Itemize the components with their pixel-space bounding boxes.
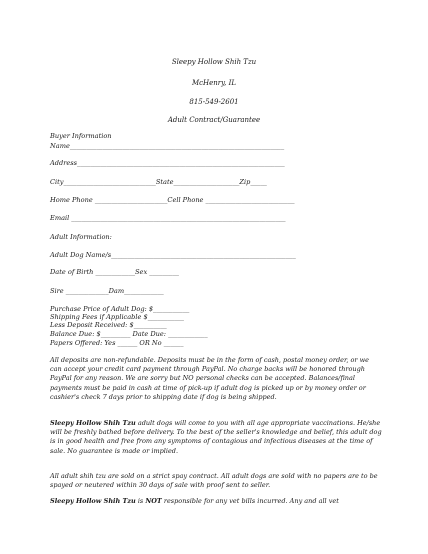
health-text: adult dogs will come to you with all age appropriate vaccinations. He/she will be freshly bathed before delivery. To the best of the seller's knowledge and belief, this adult dog is in good health and free from any symptoms of contagious and infectious diseases at the time of sale. No guarantee is made or implied. [50, 419, 382, 455]
papers-offered-field: Papers Offered: Yes ______ OR No ______ [50, 339, 184, 347]
adult-dog-name-field: Adult Dog Name/s________________________________________________________ [50, 251, 296, 259]
business-city: McHenry, IL [191, 79, 237, 87]
spay-paragraph: All adult shih tzu are sold on a strict spay contract. All adult dogs are sold with no papers are to be spayed or neutered within 30 days of sale with proof sent to seller. [50, 472, 378, 490]
buyer-phones-field: Home Phone ______________________Cell Phone ___________________________ [50, 196, 295, 204]
buyer-section-label: Buyer Information [50, 132, 112, 140]
business-name: Sleepy Hollow Shih Tzu [171, 58, 257, 66]
business-phone: 815-549-2601 [189, 98, 239, 106]
vet-text: responsible for any vet bills incurred. Any and all vet [161, 497, 339, 505]
health-brand-name: Sleepy Hollow Shih Tzu [50, 419, 136, 427]
adult-sire-dam-field: Sire _____________Dam____________ [50, 287, 164, 295]
deposits-paragraph: All deposits are non-refundable. Deposits must be in the form of cash, postal money order, or we can accept your credit card payment through PayPal. No charge backs will be honored through PayPal for any reason. We are sorry but NO personal checks can be accepted. Balances/final payments must be paid in cash at time of pick-up if adult dog is picked up or by money order or cashier's check 7 days prior to shipping date if dog is being shipped. [50, 356, 369, 401]
adult-dob-sex-field: Date of Birth ____________Sex _________ [50, 268, 179, 276]
shipping-fees-field: Shipping Fees if Applicable $___________ [50, 313, 184, 321]
buyer-name-field: Name_________________________________________________________________ [50, 142, 285, 150]
less-deposit-field: Less Deposit Received: $__________ [50, 321, 167, 329]
vet-brand-name: Sleepy Hollow Shih Tzu [50, 497, 136, 505]
vet-paragraph [50, 497, 382, 506]
contract-title: Adult Contract/Guarantee [167, 116, 261, 124]
vet-is-text: is [135, 497, 146, 505]
buyer-address-field: Address_______________________________________________________________ [50, 159, 285, 167]
vet-not-text: NOT [145, 497, 162, 505]
buyer-city-state-zip-field: City____________________________State____________________Zip_____ [50, 178, 267, 186]
health-paragraph [50, 419, 382, 456]
balance-due-field: Balance Due: $_________ Date Due: ____________ [50, 330, 208, 338]
adult-section-label: Adult Information: [50, 233, 112, 241]
purchase-price-field: Purchase Price of Adult Dog: $___________ [50, 305, 190, 313]
buyer-email-field: Email _________________________________________________________________ [50, 214, 286, 222]
